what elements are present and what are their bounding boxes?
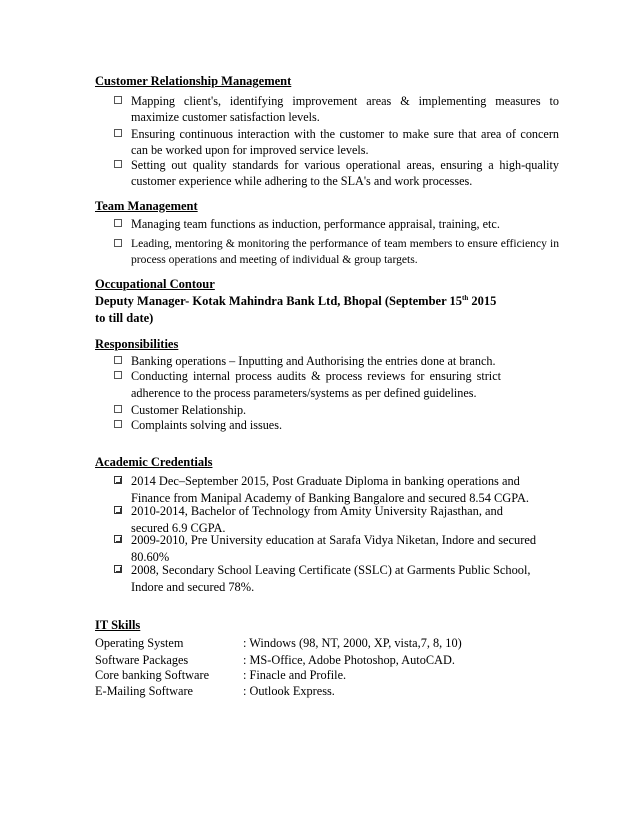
responsibility-item-text: Banking operations – Inputting and Authorising the entries done at branch.: [131, 354, 496, 368]
crm-item-text: Mapping client's, identifying improvement areas & implementing measures to maximize customer satisfaction levels.: [131, 94, 559, 124]
bullet-check-icon: [114, 565, 122, 573]
academic-item-text: 2009-2010, Pre University education at Sarafa Vidya Niketan, Indore and secured 80.60%: [131, 533, 537, 564]
academic-item-text: 2014 Dec–September 2015, Post Graduate Diploma in banking operations and Finance from Manipal Academy of Banking Bangalore and secured 8.54 CGPA.: [131, 474, 530, 505]
skill-label: E-Mailing Software: [95, 684, 194, 698]
it-skills-heading: IT Skills: [95, 618, 141, 632]
bullet-box-icon: [114, 420, 122, 428]
bullet-box-icon: [114, 405, 122, 413]
academics-heading: Academic Credentials: [95, 455, 213, 469]
bullet-box-icon: [114, 129, 122, 137]
skill-label: Core banking Software: [95, 668, 210, 682]
crm-heading: Customer Relationship Management: [95, 74, 292, 88]
bullet-box-icon: [114, 239, 122, 247]
job-title: [95, 294, 496, 309]
skill-value: : Finacle and Profile.: [243, 668, 347, 682]
bullet-check-icon: [114, 476, 122, 484]
job-title-sup: th: [462, 294, 469, 302]
bullet-box-icon: [114, 219, 122, 227]
crm-item-text: Ensuring continuous interaction with the customer to make sure that area of concern can be worked upon for improved service levels.: [131, 127, 559, 157]
occupation-heading: Occupational Contour: [95, 277, 215, 291]
job-title-part2: 2015: [468, 294, 497, 309]
bullet-box-icon: [114, 371, 122, 379]
skill-value: : Outlook Express.: [243, 684, 335, 698]
bullet-check-icon: [114, 506, 122, 514]
skill-value: : Windows (98, NT, 2000, XP, vista,7, 8, 10): [243, 636, 462, 650]
skill-label: Software Packages: [95, 653, 189, 667]
team-item-text: Leading, mentoring & monitoring the performance of team members to ensure efficiency in process operations and meeting of individual & group targets.: [131, 237, 559, 266]
responsibility-item-text: Complaints solving and issues.: [131, 418, 282, 432]
bullet-box-icon: [114, 96, 122, 104]
crm-item-text: Setting out quality standards for various operational areas, ensuring a high-quality customer experience while adhering to the SLA's and work processes.: [131, 158, 559, 188]
skill-value: : MS-Office, Adobe Photoshop, AutoCAD.: [243, 653, 455, 667]
bullet-box-icon: [114, 356, 122, 364]
responsibility-item-text: Customer Relationship.: [131, 403, 247, 417]
responsibilities-heading: Responsibilities: [95, 337, 179, 351]
skill-label: Operating System: [95, 636, 184, 650]
bullet-check-icon: [114, 535, 122, 543]
team-item-text: Managing team functions as induction, performance appraisal, training, etc.: [131, 217, 500, 231]
academic-item-text: 2010-2014, Bachelor of Technology from Amity University Rajasthan, and secured 6.9 CGPA.: [131, 504, 503, 535]
team-heading: Team Management: [95, 199, 198, 213]
job-title-line2: to till date): [95, 311, 154, 325]
job-title-part1: Deputy Manager- Kotak Mahindra Bank Ltd, Bhopal (September 15: [95, 294, 463, 309]
academic-item-text: 2008, Secondary School Leaving Certificate (SSLC) at Garments Public School, Indore and secured 78%.: [131, 563, 531, 594]
responsibility-item-text: Conducting internal process audits & process reviews for ensuring strict adherence to the process parameters/systems as per defined guidelines.: [131, 369, 501, 400]
bullet-box-icon: [114, 160, 122, 168]
